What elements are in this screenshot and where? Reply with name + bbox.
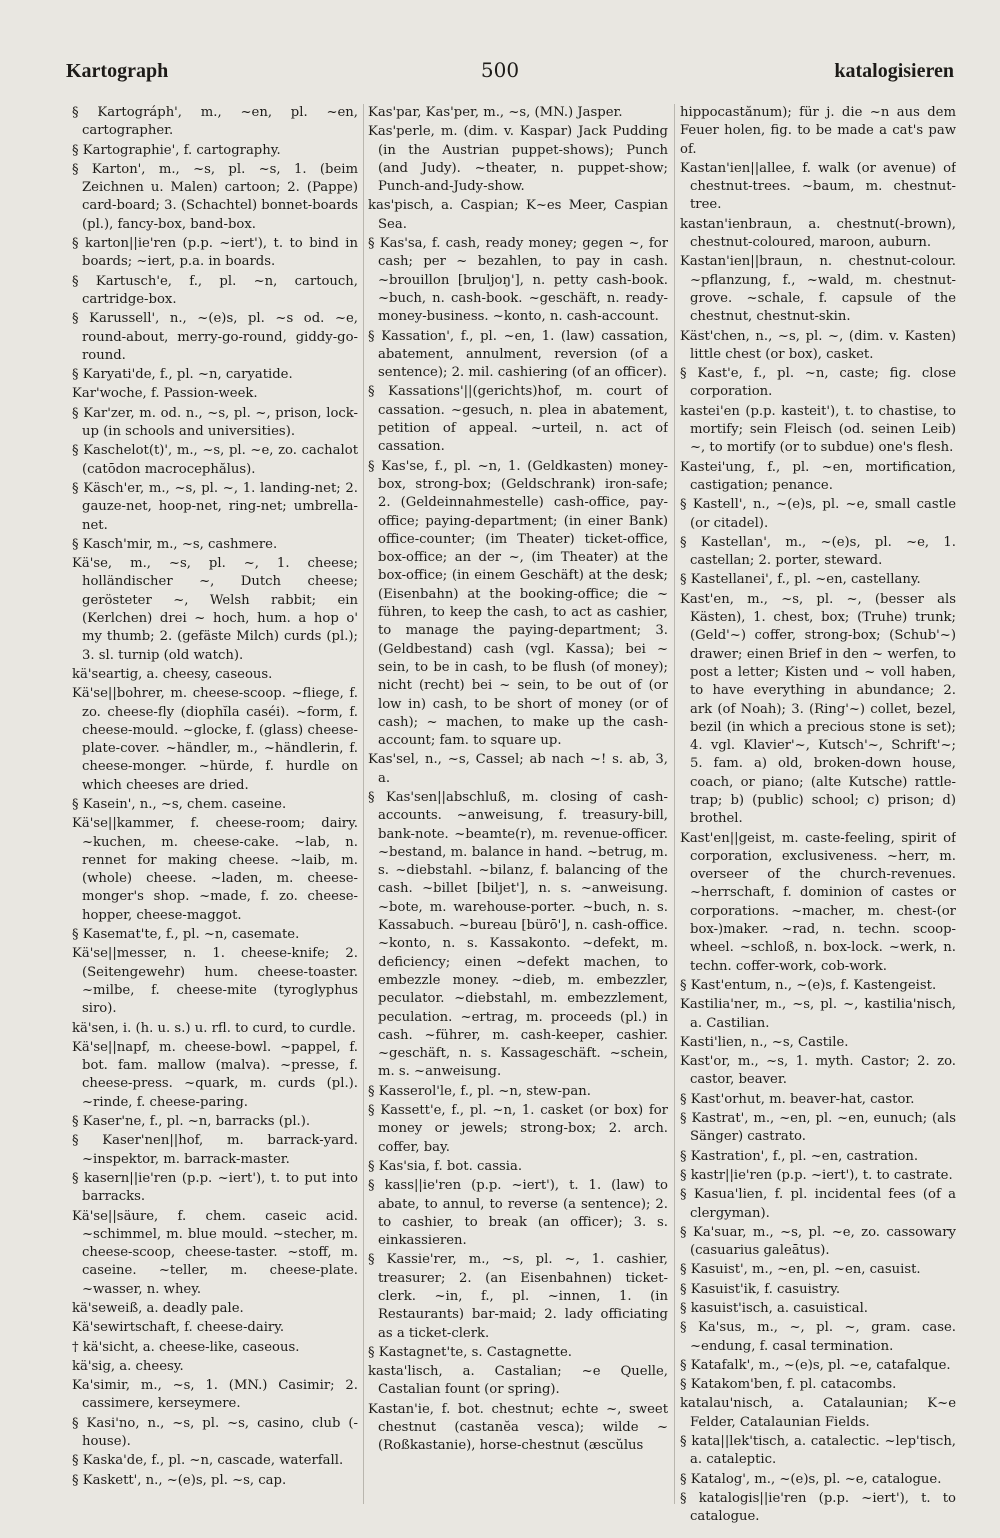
dictionary-entry: § Kastellanei', f., pl. ~en, castellany.	[680, 572, 921, 588]
dictionary-entry: Kä'se||kammer, f. cheese-room; dairy. ~kuchen, m. cheese-cake. ~lab, n. rennet for making cheese. ~laib, m. (whole) cheese. ~laden, m. cheese-monger's shop. ~made, f. zo. cheese-hopper, cheese-maggot.	[72, 816, 358, 923]
dictionary-entry: kasta'lisch, a. Castalian; ~e Quelle, Castalian fount (or spring).	[368, 1364, 668, 1398]
dictionary-entry: § Kast'entum, n., ~(e)s, f. Kastengeist.	[680, 977, 937, 993]
dictionary-entry: § Kassett'e, f., pl. ~n, 1. casket (or box) for money or jewels; strong-box; 2. arch. coffer, bay.	[368, 1103, 668, 1155]
dictionary-entry: § Karyati'de, f., pl. ~n, caryatide.	[72, 367, 293, 383]
dictionary-entry: Kastan'ien||braun, n. chestnut-colour. ~pflanzung, f., ~wald, m. chestnut-grove. ~schale, f. capsule of the chestnut, chestnut-skin.	[680, 254, 956, 325]
dictionary-entry: Kastan'ie, f. bot. chestnut; echte ~, sweet chestnut (castanĕa vesca); wilde ~ (Roßkastanie), horse-chestnut (æscŭlus	[368, 1401, 668, 1454]
dictionary-entry: Käst'chen, n., ~s, pl. ~, (dim. v. Kasten) little chest (or box), casket.	[680, 328, 956, 362]
dictionary-entry: § Kasua'lien, f. pl. incidental fees (of a clergyman).	[680, 1187, 956, 1221]
dictionary-entry: § Kasi'no, n., ~s, pl. ~s, casino, club (-house).	[72, 1415, 358, 1450]
dictionary-entry: Kä'sewirtschaft, f. cheese-dairy.	[72, 1320, 285, 1336]
dictionary-entry: § Kartusch'e, f., pl. ~n, cartouch, cartridge-box.	[72, 273, 358, 307]
dictionary-entry: § kasern||ie'ren (p.p. ~iert'), t. to put into barracks.	[72, 1170, 358, 1205]
running-head-right: katalogisieren	[834, 60, 954, 82]
dictionary-entry: katalau'nisch, a. Catalaunian; K~e Felder, Catalaunian Fields.	[680, 1396, 956, 1430]
dictionary-entry: Ka'simir, m., ~s, 1. (MN.) Casimir; 2. cassimere, kerseymere.	[72, 1378, 358, 1412]
dictionary-entry: § Kaser'nen||hof, m. barrack-yard. ~inspektor, m. barrack-master.	[72, 1133, 358, 1167]
dictionary-entry: Kä'se||säure, f. chem. caseic acid. ~schimmel, m. blue mould. ~stecher, m. cheese-scoop, cheese-taster. ~stoff, m. caseine. ~teller, m. cheese-plate. ~wasser, n. whey.	[72, 1208, 358, 1297]
dictionary-entry: kä'seweiß, a. deadly pale.	[72, 1301, 244, 1316]
dictionary-entry: § Katakom'ben, f. pl. catacombs.	[680, 1377, 897, 1393]
dictionary-entry: § Kasserol'le, f., pl. ~n, stew-pan.	[368, 1083, 591, 1099]
dictionary-entry: Kas'par, Kas'per, m., ~s, (MN.) Jasper.	[368, 105, 623, 120]
dictionary-entry: § Kassations'||(gerichts)hof, m. court of cassation. ~gesuch, n. plea in abatement, petition of appeal. ~urteil, n. act of cassation.	[368, 384, 668, 455]
dictionary-entry: Kastilia'ner, m., ~s, pl. ~, kastilia'nisch, a. Castilian.	[680, 997, 956, 1031]
dictionary-entry: § Kasch'mir, m., ~s, cashmere.	[72, 536, 278, 552]
dictionary-entry: § Kastagnet'te, s. Castagnette.	[368, 1344, 572, 1360]
dictionary-entry: hippocastănum); für j. die ~n aus dem Feuer holen, fig. to be made a cat's paw of.	[680, 105, 956, 157]
dictionary-entry: † kä'sicht, a. cheese-like, caseous.	[72, 1339, 300, 1355]
dictionary-entry: Kastei'ung, f., pl. ~en, mortification, castigation; penance.	[680, 459, 956, 493]
dictionary-entry: § Karton', m., ~s, pl. ~s, 1. (beim Zeichnen u. Malen) cartoon; 2. (Pappe) card-board; 3. (Schachtel) bonnet-boards (pl.), fancy-box, band-box.	[72, 161, 358, 232]
dictionary-entry: § Kassation', f., pl. ~en, 1. (law) cassation, abatement, annulment, reversion (of a sentence); 2. mil. cashiering (of an officer).	[368, 328, 668, 381]
running-head-left: Kartograph	[66, 60, 169, 82]
dictionary-entry: § katalogis||ie'ren (p.p. ~iert'), t. to catalogue.	[680, 1490, 956, 1524]
page-number: 500	[480, 58, 520, 82]
dictionary-entry: kä'seartig, a. cheesy, caseous.	[72, 666, 273, 682]
dictionary-entry: kastei'en (p.p. kasteit'), t. to chastise, to mortify; sein Fleisch (od. seinen Leib) ~, to mortify (or to subdue) one's flesh.	[680, 403, 956, 456]
dictionary-entry: Kä'se||bohrer, m. cheese-scoop. ~fliege, f. zo. cheese-fly (diophĭla caséi). ~form, f. cheese-mould. ~glocke, f. (glass) cheese-plate-cover. ~händler, m., ~händlerin, f. cheese-monger. ~hürde, f. hurdle on which cheeses are dried.	[72, 686, 358, 793]
dictionary-entry: § Kasuist'ik, f. casuistry.	[680, 1281, 841, 1297]
dictionary-entry: § Kaschelot(t)', m., ~s, pl. ~e, zo. cachalot (catōdon macrocephălus).	[72, 443, 358, 477]
dictionary-entry: § Karussell', n., ~(e)s, pl. ~s od. ~e, round-about, merry-go-round, giddy-go-round.	[72, 311, 358, 363]
dictionary-entry: § Ka'sus, m., ~, pl. ~, gram. case. ~endung, f. casal termination.	[680, 1320, 956, 1354]
dictionary-entry: § Kastrat', m., ~en, pl. ~en, eunuch; (als Sänger) castrato.	[680, 1111, 956, 1145]
dictionary-entry: § Kas'se, f., pl. ~n, 1. (Geldkasten) money-box, strong-box; (Geldschrank) iron-safe; 2. (Geldeinnahmestelle) cash-office, pay-office; paying-department; (in einer Bank) office-counter; (im Theater) ticket-office, box-office; an der ~, (im Theater) at the box-office; (in einem Geschäft) at the desk; (Eisenbahn) at the booking-office; die ~ führen, to keep the cash, to act as cashier, to manage the paying-department; 3. (Geldbestand) cash (vgl. Kassa); bei ~ sein, to be in cash, to be flush (of money); nicht (recht) bei ~ sein, to be out of (or low in) cash, to be short of money (or of cash); ~ machen, to make up the cash-account; fam. to square up.	[368, 458, 668, 749]
dictionary-entry: § Katafalk', m., ~(e)s, pl. ~e, catafalque.	[680, 1357, 951, 1373]
dictionary-entry: § Katalog', m., ~(e)s, pl. ~e, catalogue.	[680, 1471, 942, 1487]
dictionary-entry: § Kartográph', m., ~en, pl. ~en, cartographer.	[72, 105, 358, 139]
dictionary-entry: Kä'se||messer, n. 1. cheese-knife; 2. (Seitengewehr) hum. cheese-toaster. ~milbe, f. cheese-mite (tyroglyphus siro).	[72, 946, 358, 1017]
dictionary-entry: Kast'en, m., ~s, pl. ~, (besser als Kästen), 1. chest, box; (Truhe) trunk; (Geld'~) coffer, strong-box; (Schub'~) drawer; einen Brief in den ~ werfen, to post a letter; Kisten und ~ voll haben, to have everything in abundance; 2. ark (of Noah); 3. (Ring'~) collet, bezel, bezil (in which a precious stone is set); 4. vgl. Klavier'~, Kutsch'~, Schrift'~; 5. fam. a) old, broken-down house, coach, or piano; (alte Kutsche) rattle-trap; b) (public) school; c) prison; d) brothel.	[680, 591, 956, 827]
dictionary-entry: § Kasein', n., ~s, chem. caseine.	[72, 796, 287, 812]
dictionary-entry: § kass||ie'ren (p.p. ~iert'), t. 1. (law) to abate, to annul, to reverse (a sentence); 2. to cashier, to break (an officer); 3. s. einkassieren.	[368, 1178, 668, 1249]
dictionary-entry: § Kastellan', m., ~(e)s, pl. ~e, 1. castellan; 2. porter, steward.	[680, 534, 956, 569]
dictionary-entry: Kastan'ien||allee, f. walk (or avenue) of chestnut-trees. ~baum, m. chestnut-tree.	[680, 160, 956, 213]
dictionary-entry: Kas'perle, m. (dim. v. Kaspar) Jack Pudding (in the Austrian puppet-shows); Punch (and Judy). ~theater, n. puppet-show; Punch-and-Judy-show.	[368, 124, 668, 195]
dictionary-entry: § Kaser'ne, f., pl. ~n, barracks (pl.).	[72, 1114, 311, 1130]
dictionary-entry: § Kaska'de, f., pl. ~n, cascade, waterfall.	[72, 1453, 344, 1469]
column-3	[680, 104, 956, 1524]
dictionary-entry: kä'sig, a. cheesy.	[72, 1358, 184, 1374]
column-divider	[363, 104, 364, 1504]
dictionary-entry: Kä'se||napf, m. cheese-bowl. ~pappel, f. bot. fam. mallow (malva). ~presse, f. cheese-press. ~quark, m. curds (pl.). ~rinde, f. cheese-paring.	[72, 1039, 358, 1110]
dictionary-entry: § karton||ie'ren (p.p. ~iert'), t. to bind in boards; ~iert, p.a. in boards.	[72, 236, 358, 270]
dictionary-entry: Kas'sel, n., ~s, Cassel; ab nach ~! s. ab, 3, a.	[368, 752, 668, 786]
dictionary-entry: Kar'woche, f. Passion-week.	[72, 386, 258, 402]
column-2	[368, 104, 668, 1524]
dictionary-entry: § Kastell', n., ~(e)s, pl. ~e, small castle (or citadel).	[680, 497, 956, 531]
dictionary-entry: Kast'or, m., ~s, 1. myth. Castor; 2. zo. castor, beaver.	[680, 1054, 956, 1088]
dictionary-entry: § Kast'e, f., pl. ~n, caste; fig. close corporation.	[680, 366, 956, 400]
dictionary-entry: § Kasemat'te, f., pl. ~n, casemate.	[72, 927, 300, 943]
dictionary-entry: Kasti'lien, n., ~s, Castile.	[680, 1034, 849, 1050]
dictionary-entry: § kastr||ie'ren (p.p. ~iert'), t. to castrate.	[680, 1167, 953, 1183]
column-divider	[674, 104, 675, 1504]
dictionary-entry: § Kartographie', f. cartography.	[72, 142, 281, 158]
dictionary-entry: § kasuist'isch, a. casuistical.	[680, 1301, 868, 1316]
dictionary-entry: § Kas'sia, f. bot. cassia.	[368, 1158, 523, 1174]
dictionary-entry: § kata||lek'tisch, a. catalectic. ~lep'tisch, a. cataleptic.	[680, 1434, 956, 1468]
dictionary-entry: kä'sen, i. (h. u. s.) u. rfl. to curd, to curdle.	[72, 1020, 356, 1036]
dictionary-entry: Kast'en||geist, m. caste-feeling, spirit of corporation, exclusiveness. ~herr, m. overseer of the church-revenues. ~herrschaft, f. dominion of castes or corporations. ~macher, m. chest-(or box-)maker. ~rad, n. techn. scoop-wheel. ~schloß, n. box-lock. ~werk, n. techn. coffer-work, cob-work.	[680, 830, 956, 974]
dictionary-entry: § Ka'suar, m., ~s, pl. ~e, zo. cassowary (casuarius galeātus).	[680, 1224, 956, 1259]
dictionary-entry: § Kast'orhut, m. beaver-hat, castor.	[680, 1091, 915, 1107]
dictionary-entry: Kä'se, m., ~s, pl. ~, 1. cheese; holländischer ~, Dutch cheese; gerösteter ~, Welsh rabbit; ein (Kerlchen) drei ~ hoch, hum. a hop o' my thumb; 2. (gefäste Milch) curds (pl.); 3. sl. turnip (old watch).	[72, 556, 358, 663]
dictionary-entry: kas'pisch, a. Caspian; K~es Meer, Caspian Sea.	[368, 198, 668, 232]
dictionary-entry: § Kastration', f., pl. ~en, castration.	[680, 1148, 919, 1164]
dictionary-entry: § Kassie'rer, m., ~s, pl. ~, 1. cashier, treasurer; 2. (an Eisenbahnen) ticket-clerk. ~in, f., pl. ~innen, 1. (in Restaurants) bar-maid; 2. lady officiating as a ticket-clerk.	[368, 1252, 668, 1341]
dictionary-entry: § Kasuist', m., ~en, pl. ~en, casuist.	[680, 1262, 921, 1278]
dictionary-entry: § Kaskett', n., ~(e)s, pl. ~s, cap.	[72, 1472, 287, 1488]
dictionary-entry: § Kas'sa, f. cash, ready money; gegen ~, for cash; per ~ bezahlen, to pay in cash. ~brouillon [bruljoŋ'], n. petty cash-book. ~buch, n. cash-book. ~geschäft, n. ready-money-business. ~konto, n. cash-account.	[368, 236, 668, 325]
dictionary-entry: § Käsch'er, m., ~s, pl. ~, 1. landing-net; 2. gauze-net, hoop-net, ring-net; umbrella-net.	[72, 480, 358, 533]
column-1	[72, 104, 358, 1524]
dictionary-entry: § Kar'zer, m. od. n., ~s, pl. ~, prison, lock-up (in schools and universities).	[72, 405, 358, 440]
dictionary-entry: kastan'ienbraun, a. chestnut(-brown), chestnut-coloured, maroon, auburn.	[680, 216, 956, 251]
dictionary-entry: § Kas'sen||abschluß, m. closing of cash-accounts. ~anweisung, f. treasury-bill, bank-note. ~beamte(r), m. revenue-officer. ~bestand, m. balance in hand. ~betrug, m. s. ~diebstahl. ~bilanz, f. balancing of the cash. ~billet [bilјet'], n. s. ~anweisung. ~bote, m. warehouse-porter. ~buch, n. s. Kassabuch. ~bureau [bürō'], n. cash-office. ~konto, n. s. Kassakonto. ~defekt, m. deficiency; einen ~defekt machen, to embezzle money. ~dieb, m. embezzler, peculator. ~diebstahl, m. embezzlement, peculation. ~ertrag, m. proceeds (pl.) in cash. ~führer, m. cash-keeper, cashier. ~geschäft, n. s. Kassageschäft. ~schein, m. s. ~anweisung.	[368, 789, 668, 1080]
